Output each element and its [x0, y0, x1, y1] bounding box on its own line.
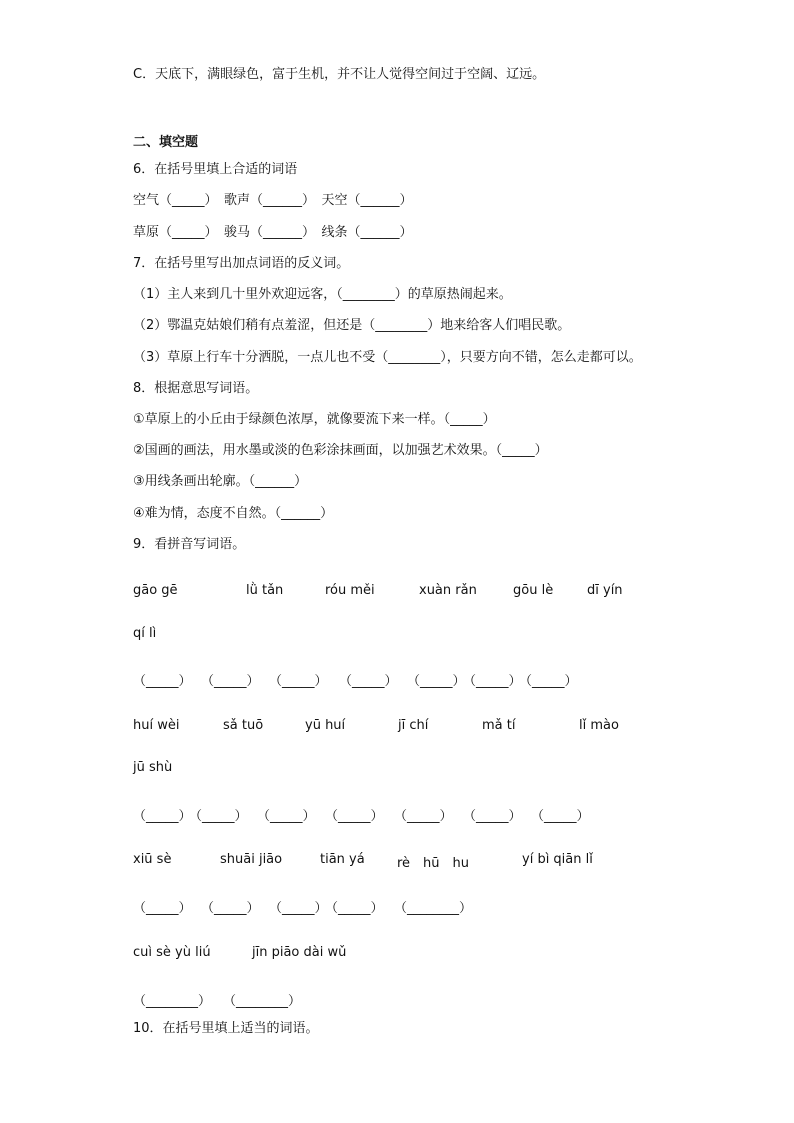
q6-row1: 空气（_____） 歌声（______） 天空（______）	[133, 193, 413, 208]
pinyin: lǜ tǎn	[246, 583, 284, 598]
pinyin: róu měi	[325, 583, 375, 598]
answer-blank[interactable]: （_____）	[463, 674, 522, 689]
q8-item-4: ④难为情，态度不自然。（______）	[133, 506, 334, 521]
q9-title: 9．看拼音写词语。	[133, 537, 246, 552]
blank-row-1	[133, 670, 753, 688]
q7-item-1: （1）主人来到几十里外欢迎远客，（________）的草原热闹起来。	[133, 287, 512, 302]
answer-blank[interactable]: （_____）	[257, 809, 316, 824]
pinyin: shuāi jiāo	[220, 852, 283, 867]
q8-item-2: ②国画的画法，用水墨或淡的色彩涂抹画面，以加强艺术效果。（_____）	[133, 443, 548, 458]
answer-blank[interactable]: （________）	[394, 901, 473, 916]
pinyin: dī yín	[587, 583, 623, 598]
pinyin-row-2-wrap	[133, 760, 753, 778]
pinyin-row-2	[133, 718, 753, 736]
answer-blank[interactable]: （_____）	[189, 809, 248, 824]
answer-blank[interactable]: （_____）	[269, 674, 328, 689]
answer-blank[interactable]: （_____）	[463, 809, 522, 824]
section-title: 二、填空题	[133, 135, 199, 150]
answer-blank[interactable]: （_____）	[269, 901, 328, 916]
option-c: C．天底下，满眼绿色，富于生机，并不让人觉得空间过于空阔、辽远。	[133, 67, 546, 82]
q6-row2: 草原（_____） 骏马（______） 线条（______）	[133, 225, 413, 240]
answer-blank[interactable]: （________）	[223, 994, 302, 1009]
answer-blank[interactable]: （_____）	[531, 809, 590, 824]
pinyin: rè hū hu	[397, 856, 470, 871]
q7-item-3: （3）草原上行车十分洒脱，一点儿也不受（________），只要方向不错，怎么走都可以。	[133, 350, 642, 365]
answer-blank[interactable]: （_____）	[133, 901, 192, 916]
answer-blank[interactable]: （________）	[133, 994, 212, 1009]
answer-blank[interactable]: （_____）	[201, 674, 260, 689]
pinyin: gōu lè	[513, 583, 554, 598]
pinyin: sǎ tuō	[223, 718, 264, 733]
pinyin: huí wèi	[133, 718, 180, 733]
q7-item-2: （2）鄂温克姑娘们稍有点羞涩，但还是（________）地来给客人们唱民歌。	[133, 318, 571, 333]
pinyin: cuì sè yù liú	[133, 945, 211, 960]
blank-row-2	[133, 805, 753, 823]
pinyin-row-4	[133, 945, 753, 963]
pinyin: yū huí	[305, 718, 346, 733]
pinyin-row-1-wrap	[133, 626, 753, 644]
pinyin: xiū sè	[133, 852, 172, 867]
pinyin: jīn piāo dài wǔ	[252, 945, 347, 960]
answer-blank[interactable]: （_____）	[325, 809, 384, 824]
answer-blank[interactable]: （_____）	[201, 901, 260, 916]
blank-row-3	[133, 897, 753, 915]
q7-title: 7．在括号里写出加点词语的反义词。	[133, 256, 350, 271]
q10-title: 10．在括号里填上适当的词语。	[133, 1021, 319, 1036]
answer-blank[interactable]: （_____）	[394, 809, 453, 824]
answer-blank[interactable]: （_____）	[133, 809, 192, 824]
pinyin: qí lì	[133, 626, 157, 641]
q6-title: 6．在括号里填上合适的词语	[133, 162, 298, 177]
pinyin: jū shù	[133, 760, 173, 775]
answer-blank[interactable]: （_____）	[339, 674, 398, 689]
pinyin-row-1	[133, 583, 753, 601]
pinyin: yí bì qiān lǐ	[522, 852, 593, 867]
blank-row-4	[133, 990, 753, 1008]
pinyin: jī chí	[398, 718, 429, 733]
pinyin: mǎ tí	[482, 718, 516, 733]
q8-item-3: ③用线条画出轮廓。（______）	[133, 474, 308, 489]
pinyin: xuàn rǎn	[419, 583, 477, 598]
answer-blank[interactable]: （_____）	[407, 674, 466, 689]
pinyin: lǐ mào	[579, 718, 619, 733]
pinyin: tiān yá	[320, 852, 365, 867]
answer-blank[interactable]: （_____）	[133, 674, 192, 689]
q8-item-1: ①草原上的小丘由于绿颜色浓厚，就像要流下来一样。（_____）	[133, 412, 496, 427]
q8-title: 8．根据意思写词语。	[133, 381, 259, 396]
answer-blank[interactable]: （_____）	[325, 901, 384, 916]
answer-blank[interactable]: （_____）	[519, 674, 578, 689]
pinyin: gāo gē	[133, 583, 178, 598]
pinyin-row-3	[133, 852, 753, 870]
